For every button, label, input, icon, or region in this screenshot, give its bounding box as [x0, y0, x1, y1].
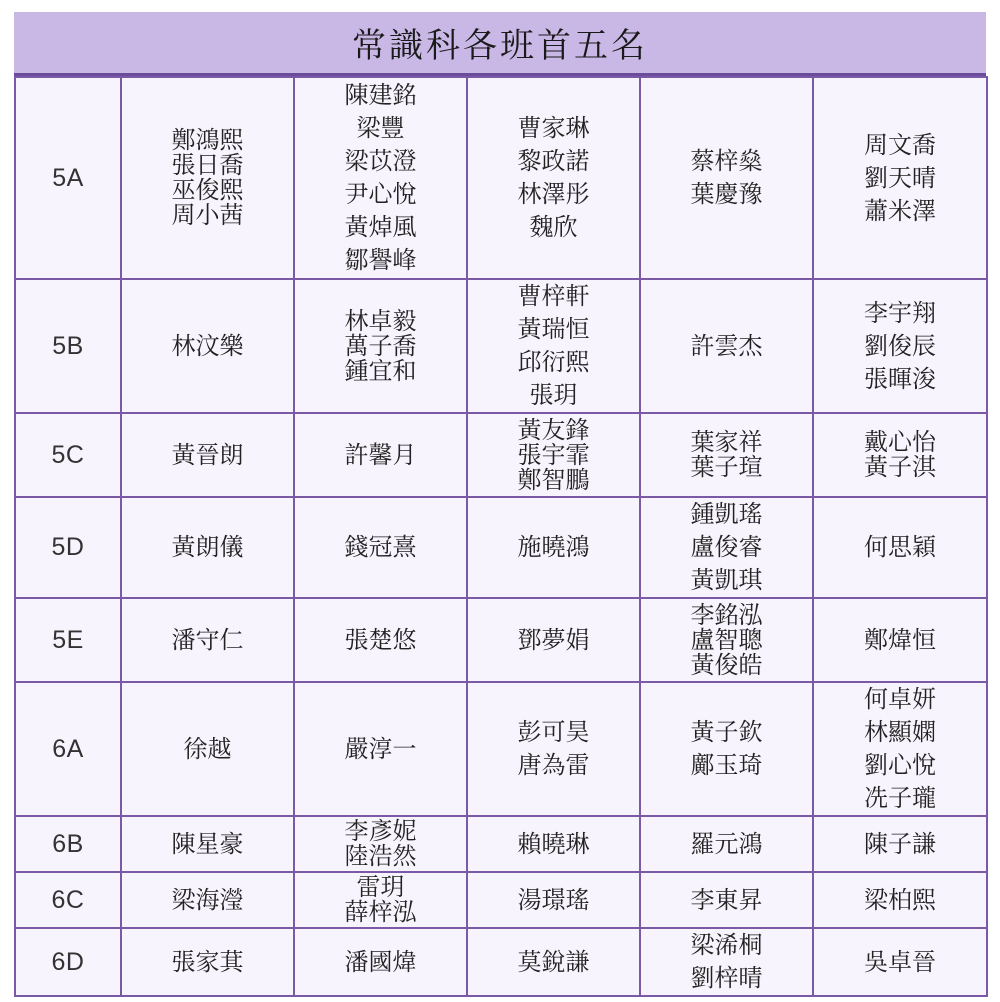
table-row: [15, 598, 987, 682]
student-name: 施曉鴻: [517, 533, 590, 561]
student-name: 冼子瓏: [864, 784, 936, 812]
rank-4-cell: [640, 77, 813, 279]
rank-2-cell: [294, 928, 467, 996]
student-name: 黃俊皓: [690, 650, 763, 679]
student-name: 林汶樂: [171, 331, 244, 360]
table-row: [15, 413, 987, 497]
title-banner: [14, 12, 986, 76]
student-name: 張玥: [529, 381, 578, 409]
student-name: 梁豐: [356, 114, 405, 142]
student-name: 許馨月: [344, 440, 417, 469]
student-name: 梁柏熙: [864, 885, 936, 914]
table-row: [15, 872, 987, 928]
rank-5-cell: [813, 928, 987, 996]
rank-4-cell: [640, 497, 813, 598]
rank-3-cell: [467, 872, 640, 928]
rank-3-cell: [467, 816, 640, 872]
rank-5-cell: [813, 77, 987, 279]
student-name: 鄒譽峰: [344, 246, 417, 274]
rank-2-cell: [294, 279, 467, 413]
student-name: 鄭智鵬: [517, 465, 590, 494]
student-name: 黃子淇: [864, 453, 936, 481]
rank-2-cell: [294, 682, 467, 816]
student-name: 萬子喬: [344, 331, 417, 360]
student-name: 蔡梓燊: [690, 147, 763, 175]
rank-4-cell: [640, 279, 813, 413]
rank-4-cell: [640, 682, 813, 816]
student-name: 盧俊睿: [690, 533, 763, 561]
student-name: 黃凱琪: [690, 566, 763, 594]
student-name: 葉家祥: [690, 428, 763, 456]
student-name: 蕭米澤: [864, 196, 936, 225]
student-name: 湯璟瑤: [517, 885, 590, 914]
student-name: 尹心悅: [344, 180, 417, 208]
class-label: 5B: [15, 279, 121, 413]
student-name: 劉俊辰: [864, 331, 936, 360]
student-name: 陸浩然: [344, 842, 417, 870]
student-name: 陳子謙: [864, 829, 936, 858]
student-name: 戴心怡: [864, 428, 936, 456]
student-name: 葉慶豫: [690, 180, 763, 208]
student-name: 黃焯風: [344, 213, 417, 241]
student-name: 薛梓泓: [344, 898, 417, 926]
student-name: 陳建銘: [344, 81, 417, 109]
rank-1-cell: [121, 872, 294, 928]
class-label: 5D: [15, 497, 121, 598]
table-row: [15, 816, 987, 872]
student-name: 賴曉琳: [517, 829, 590, 858]
rank-4-cell: [640, 413, 813, 497]
student-name: 黎政諾: [517, 147, 590, 175]
student-name: 潘守仁: [171, 625, 244, 654]
student-name: 張宇霏: [517, 440, 590, 469]
student-name: 張楚悠: [344, 625, 417, 654]
rank-1-cell: [121, 497, 294, 598]
student-name: 張暉浚: [864, 364, 936, 393]
rank-2-cell: [294, 816, 467, 872]
student-name: 葉子瑄: [690, 453, 763, 481]
student-name: 李東昇: [690, 885, 763, 914]
student-name: 李銘泓: [690, 600, 763, 629]
table-row: [15, 279, 987, 413]
table-row: [15, 497, 987, 598]
rank-2-cell: [294, 872, 467, 928]
student-name: 潘國煒: [344, 947, 417, 976]
student-name: 彭可昊: [517, 718, 590, 746]
student-name: 張日喬: [171, 151, 244, 179]
student-name: 莫銳謙: [517, 947, 590, 976]
rank-1-cell: [121, 279, 294, 413]
student-name: 羅元鴻: [690, 829, 763, 858]
rank-5-cell: [813, 279, 987, 413]
rank-2-cell: [294, 497, 467, 598]
rank-3-cell: [467, 279, 640, 413]
student-name: 梁苡澄: [344, 147, 417, 175]
ranking-sheet: [14, 12, 986, 995]
student-name: 梁海瀅: [171, 885, 244, 914]
student-name: 許雲杰: [690, 331, 763, 360]
student-name: 巫俊熙: [171, 176, 244, 204]
student-name: 周小茜: [171, 201, 244, 229]
rank-4-cell: [640, 598, 813, 682]
student-name: 黃友鋒: [517, 415, 590, 444]
student-name: 張家萁: [171, 947, 244, 976]
rank-5-cell: [813, 872, 987, 928]
rank-1-cell: [121, 77, 294, 279]
rank-1-cell: [121, 413, 294, 497]
student-name: 何卓妍: [864, 685, 936, 713]
student-name: 吳卓晉: [864, 947, 936, 976]
student-name: 邱衍熙: [517, 348, 590, 376]
student-name: 梁浠桐: [690, 931, 763, 959]
student-name: 魏欣: [529, 213, 578, 241]
student-name: 曹梓軒: [517, 282, 590, 310]
rank-3-cell: [467, 497, 640, 598]
student-name: 李彥妮: [344, 817, 417, 845]
table-row: [15, 928, 987, 996]
rank-3-cell: [467, 928, 640, 996]
student-name: 錢冠熹: [344, 533, 417, 561]
student-name: 林顯嫻: [864, 718, 936, 746]
class-label: 6B: [15, 816, 121, 872]
rank-1-cell: [121, 598, 294, 682]
rank-2-cell: [294, 77, 467, 279]
student-name: 雷玥: [356, 873, 405, 901]
rank-1-cell: [121, 928, 294, 996]
student-name: 鄺玉琦: [690, 751, 763, 779]
rank-2-cell: [294, 413, 467, 497]
rank-3-cell: [467, 77, 640, 279]
student-name: 林澤彤: [517, 180, 590, 208]
rank-4-cell: [640, 816, 813, 872]
student-name: 黃朗儀: [171, 533, 244, 561]
student-name: 嚴淳一: [344, 734, 417, 763]
student-name: 鄭煒恒: [864, 625, 936, 654]
student-name: 鄧夢娟: [517, 625, 590, 654]
student-name: 曹家琳: [517, 114, 590, 142]
ranking-table: [14, 76, 988, 997]
student-name: 李宇翔: [864, 298, 936, 327]
student-name: 劉天晴: [864, 163, 936, 192]
student-name: 鍾凱瑤: [690, 500, 763, 528]
rank-1-cell: [121, 682, 294, 816]
student-name: 鄭鴻熙: [171, 126, 244, 154]
student-name: 黃晉朗: [171, 440, 244, 469]
rank-5-cell: [813, 497, 987, 598]
class-label: 5E: [15, 598, 121, 682]
student-name: 黃瑞恒: [517, 315, 590, 343]
student-name: 何思穎: [864, 533, 936, 561]
rank-3-cell: [467, 413, 640, 497]
rank-4-cell: [640, 928, 813, 996]
student-name: 唐為雷: [517, 751, 590, 779]
student-name: 黃子欽: [690, 718, 763, 746]
student-name: 盧智聰: [690, 625, 763, 654]
table-row: [15, 682, 987, 816]
class-label: 5C: [15, 413, 121, 497]
rank-3-cell: [467, 598, 640, 682]
student-name: 徐越: [183, 734, 232, 763]
rank-4-cell: [640, 872, 813, 928]
rank-2-cell: [294, 598, 467, 682]
student-name: 周文喬: [864, 130, 936, 159]
rank-5-cell: [813, 413, 987, 497]
rank-1-cell: [121, 816, 294, 872]
class-label: 6D: [15, 928, 121, 996]
student-name: 陳星豪: [171, 829, 244, 858]
rank-5-cell: [813, 816, 987, 872]
page-title: 常識科各班首五名: [352, 26, 648, 66]
class-label: 5A: [15, 77, 121, 279]
class-label: 6C: [15, 872, 121, 928]
table-row: [15, 77, 987, 279]
rank-5-cell: [813, 682, 987, 816]
student-name: 劉梓晴: [690, 964, 763, 992]
class-label: 6A: [15, 682, 121, 816]
rank-3-cell: [467, 682, 640, 816]
student-name: 劉心悅: [864, 751, 936, 779]
student-name: 林卓毅: [344, 306, 417, 335]
rank-5-cell: [813, 598, 987, 682]
student-name: 鍾宜和: [344, 356, 417, 385]
